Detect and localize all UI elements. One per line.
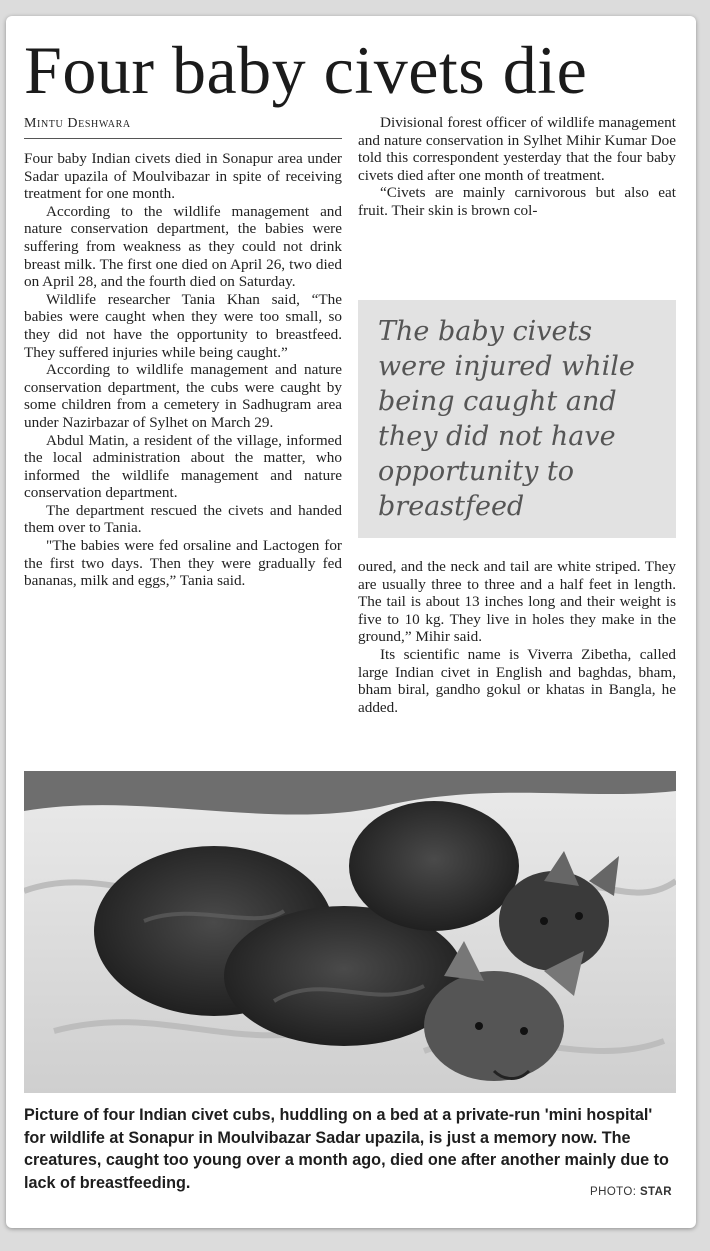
paragraph: Wildlife researcher Tania Khan said, “The babies were caught when they were too small, so they did not have the opportunity to breastfeed. They suffered injuries while being caught.” xyxy=(24,290,342,361)
photo-credit-source: STAR xyxy=(639,1186,672,1198)
paragraph: Its scientific name is Viverra Zibetha, called large Indian civet in English and baghdas, bham, bham biral, gandho gokul or khatas in Bangla, he added. xyxy=(358,645,676,716)
paragraph: Abdul Matin, a resident of the village, informed the local administration about the matter, who informed the wildlife management and nature conservation department. xyxy=(24,431,342,502)
paragraph: Four baby Indian civets died in Sonapur area under Sadar upazila of Moulvibazar in spite of receiving treatment for one month. xyxy=(24,150,342,203)
article-column-right-top xyxy=(358,114,676,220)
paragraph: The department rescued the civets and handed them over to Tania. xyxy=(24,501,342,537)
byline: Mintu Deshwara xyxy=(24,116,342,139)
article-column-right-bottom xyxy=(358,558,676,716)
article-column-left xyxy=(24,150,342,590)
civet-cubs-photo xyxy=(24,771,676,1093)
headline: Four baby civets die xyxy=(24,32,588,108)
paragraph: According to the wildlife management and nature conservation department, the babies were suffering from weakness as they could not drink breast milk. The first one died on April 26, two died on April 28, and the fourth died on Saturday. xyxy=(24,202,342,291)
pull-quote: The baby civets were injured while being caught and they did not have opportunity to breastfeed xyxy=(358,300,676,538)
photo-credit-prefix: PHOTO: xyxy=(590,1186,637,1198)
photo-credit xyxy=(590,1186,672,1198)
photo-caption: Picture of four Indian civet cubs, huddling on a bed at a private-run 'mini hospital' for wildlife at Sonapur in Moulvibazar Sadar upazila, is just a memory now. The creatures, caught too young over a month ago, died one after another mainly due to lack of breastfeeding. xyxy=(24,1106,669,1192)
paragraph: "The babies were fed orsaline and Lactogen for the first two days. Then they were gradually fed bananas, milk and eggs,” Tania said. xyxy=(24,537,342,590)
paragraph: oured, and the neck and tail are white striped. They are usually three to three and a half feet in length. The tail is about 13 inches long and their weight is five to 10 kg. They live in holes they make in the ground,” Mihir said. xyxy=(358,558,676,646)
paragraph: According to wildlife management and nature conservation department, the cubs were caught by some children from a cemetery in Sadhugram area under Nazirbazar of Sylhet on March 29. xyxy=(24,361,342,431)
article-clipping xyxy=(6,16,696,1228)
paragraph: “Civets are mainly carnivorous but also eat fruit. Their skin is brown col- xyxy=(358,184,676,219)
paragraph: Divisional forest officer of wildlife management and nature conservation in Sylhet Mihir Kumar Doe told this correspondent yesterday that the four baby civets died after one month of treatment. xyxy=(358,114,676,184)
